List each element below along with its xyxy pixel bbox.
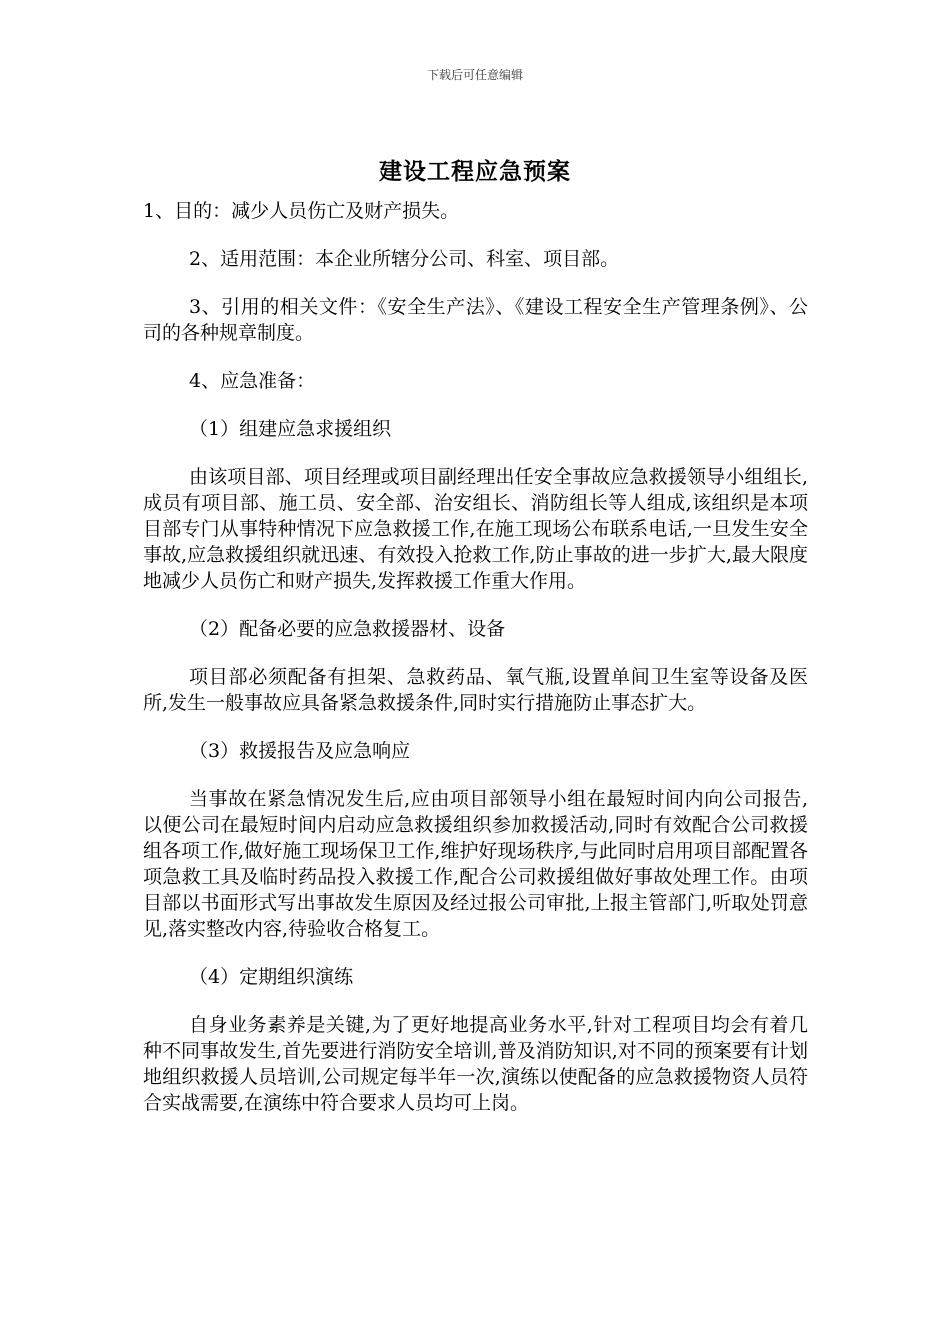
subsection-heading-drills: （4）定期组织演练 bbox=[189, 966, 354, 988]
section-emergency-preparation: 4、应急准备： bbox=[189, 370, 316, 392]
subsection-heading-equipment: （2）配备必要的应急救援器材、设备 bbox=[189, 618, 506, 640]
subsection-heading-response: （3）救援报告及应急响应 bbox=[189, 740, 411, 762]
subsection-heading-organization: （1）组建应急求援组织 bbox=[189, 418, 392, 440]
paragraph-organization: 由该项目部、项目经理或项目副经理出任安全事故应急救援领导小组组长,成员有项目部、施工员、安全部、治安组长、消防组长等人组成,该组织是本项目部专门从事特种情况下应急救援工作,在施工现场公布联系电话,一旦发生安全事故,应急救援组织就迅速、有效投入抢救工作,防止事故的进一步扩大,最大限度地减少人员伤亡和财产损失,发挥救援工作重大作用。 bbox=[143, 466, 808, 592]
paragraph-equipment: 项目部必须配备有担架、急救药品、氧气瓶,设置单间卫生室等设备及医所,发生一般事故应具备紧急救援条件,同时实行措施防止事态扩大。 bbox=[143, 666, 808, 714]
section-scope: 2、适用范围：本企业所辖分公司、科室、项目部。 bbox=[189, 248, 620, 270]
document-title: 建设工程应急预案 bbox=[379, 158, 571, 185]
paragraph-drills: 自身业务素养是关键,为了更好地提高业务水平,针对工程项目均会有着几种不同事故发生,首先要进行消防安全培训,普及消防知识,对不同的预案要有计划地组织救援人员培训,公司规定每半年一次,演练以使配备的应急救援物资人员符合实战需要,在演练中符合要求人员均可上岗。 bbox=[143, 1014, 808, 1114]
section-references: 3、引用的相关文件：《安全生产法》、《建设工程安全生产管理条例》、公司的各种规章制度。 bbox=[143, 296, 808, 344]
section-purpose: 1、目的：减少人员伤亡及财产损失。 bbox=[143, 200, 460, 222]
header-note: 下载后可任意编辑 bbox=[426, 68, 523, 82]
document-body bbox=[143, 198, 808, 1138]
paragraph-response: 当事故在紧急情况发生后,应由项目部领导小组在最短时间内向公司报告,以便公司在最短时间内启动应急救援组织参加救援活动,同时有效配合公司救援组各项工作,做好施工现场保卫工作,维护好现场秩序,与此同时启用项目部配置各项急救工具及临时药品投入救援工作,配合公司救援组做好事故处理工作。由项目部以书面形式写出事故发生原因及经过报公司审批,上报主管部门,听取处罚意见,落实整改内容,待验收合格复工。 bbox=[143, 788, 808, 940]
